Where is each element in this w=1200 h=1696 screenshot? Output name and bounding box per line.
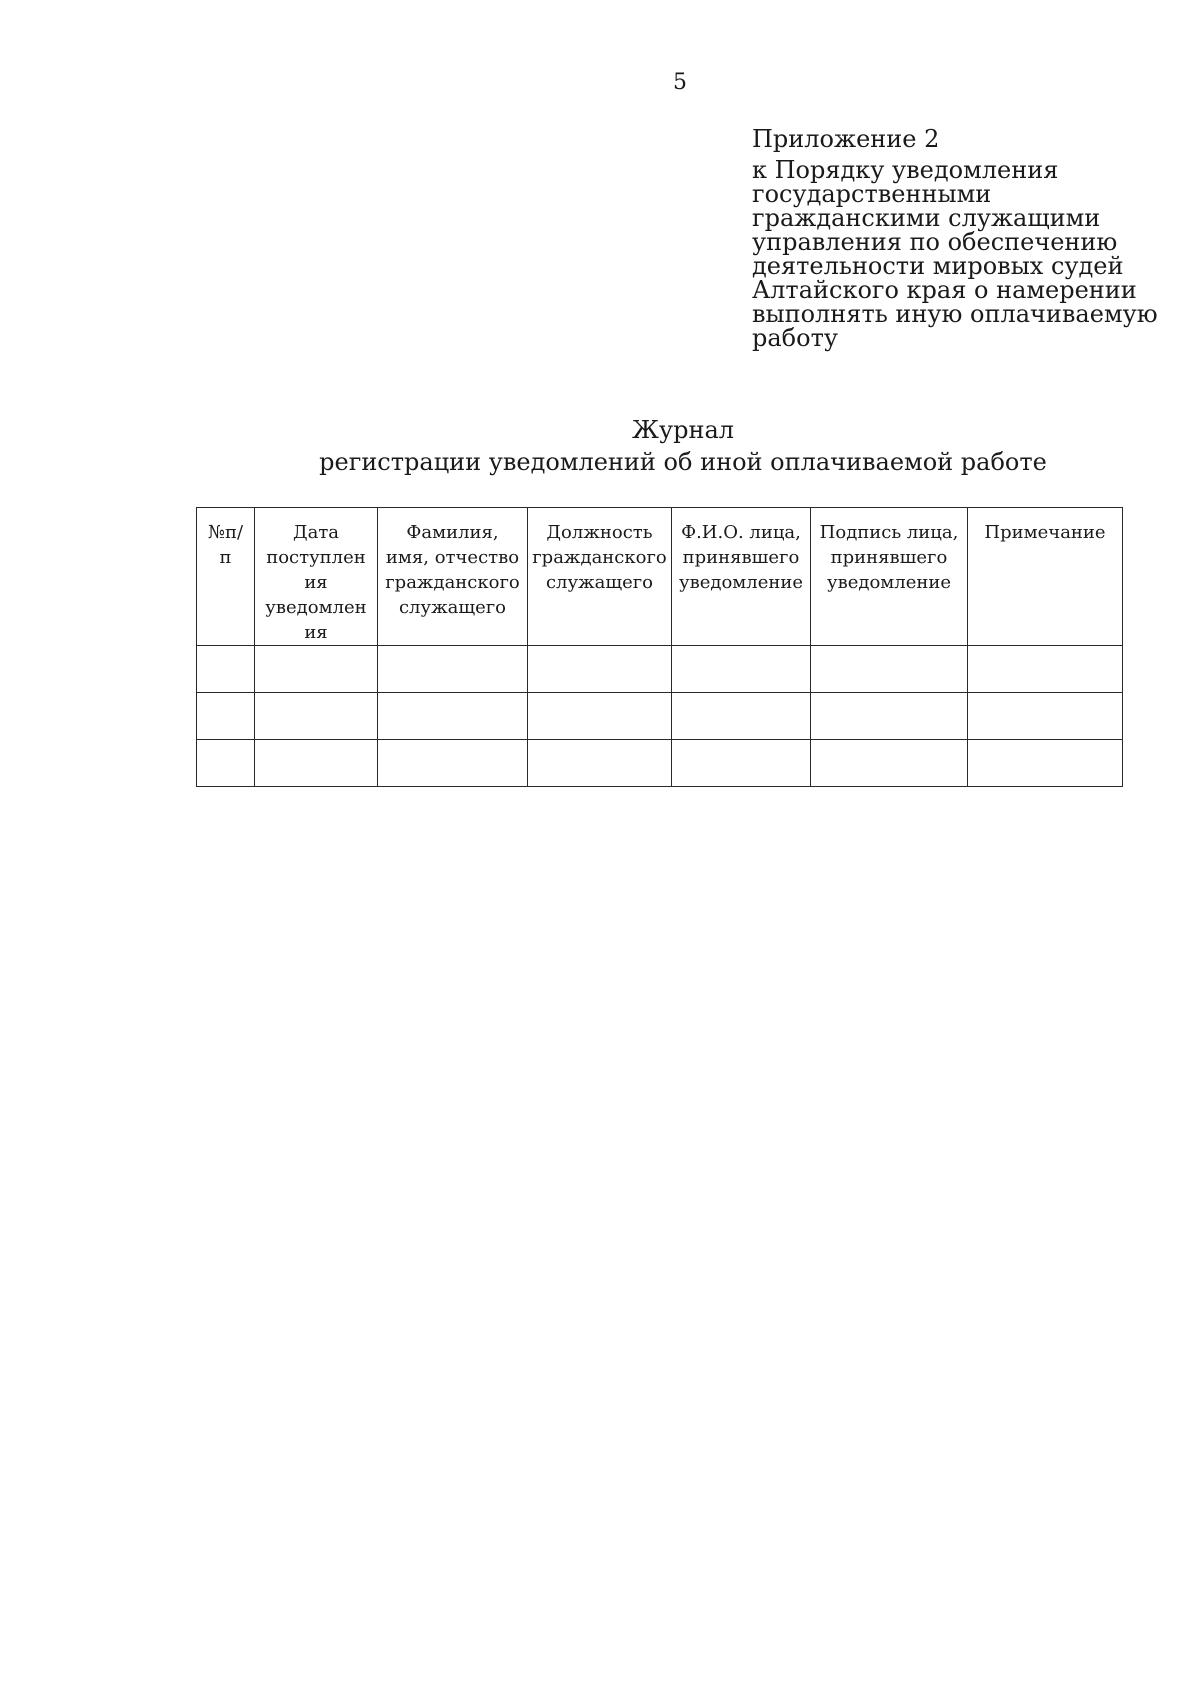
table-cell bbox=[197, 646, 255, 693]
header-receiver-signature: Подпись лица, принявшего уведомление bbox=[811, 508, 968, 646]
table-cell bbox=[378, 646, 528, 693]
appendix-block bbox=[752, 124, 1172, 350]
table-row bbox=[197, 693, 1123, 740]
table-cell bbox=[672, 693, 811, 740]
registration-journal-table bbox=[196, 507, 1123, 787]
header-number: №п/ п bbox=[197, 508, 255, 646]
table-cell bbox=[528, 646, 672, 693]
table-cell bbox=[968, 646, 1123, 693]
appendix-title: Приложение 2 bbox=[752, 125, 940, 153]
table-cell bbox=[528, 740, 672, 787]
document-title-line-1: Журнал bbox=[632, 416, 734, 444]
table-cell bbox=[255, 693, 378, 740]
header-position: Должность гражданского служащего bbox=[528, 508, 672, 646]
table-cell bbox=[197, 740, 255, 787]
table-cell bbox=[672, 740, 811, 787]
table-row bbox=[197, 740, 1123, 787]
table-cell bbox=[811, 740, 968, 787]
table-cell bbox=[672, 646, 811, 693]
table-cell bbox=[378, 693, 528, 740]
table-cell bbox=[811, 646, 968, 693]
table-cell bbox=[528, 693, 672, 740]
table-header-row bbox=[197, 508, 1123, 646]
table-row bbox=[197, 646, 1123, 693]
header-receiver-name: Ф.И.О. лица, принявшего уведомление bbox=[672, 508, 811, 646]
document-title bbox=[0, 414, 1200, 478]
table-cell bbox=[255, 646, 378, 693]
table-cell bbox=[378, 740, 528, 787]
table-cell bbox=[811, 693, 968, 740]
table-cell bbox=[968, 693, 1123, 740]
header-note: Примечание bbox=[968, 508, 1123, 646]
header-full-name: Фамилия, имя, отчество гражданского служащего bbox=[378, 508, 528, 646]
document-title-line-2: регистрации уведомлений об иной оплачиваемой работе bbox=[319, 448, 1047, 476]
header-receipt-date: Дата поступлен ия уведомлен ия bbox=[255, 508, 378, 646]
table-cell bbox=[968, 740, 1123, 787]
appendix-text: к Порядку уведомления государственными гражданскими служащими управления по обеспечению деятельности мировых судей Алтайского края о намерении выполнять иную оплачиваемую работу bbox=[752, 156, 1158, 352]
page-number: 5 bbox=[673, 70, 687, 95]
table-cell bbox=[197, 693, 255, 740]
table-cell bbox=[255, 740, 378, 787]
